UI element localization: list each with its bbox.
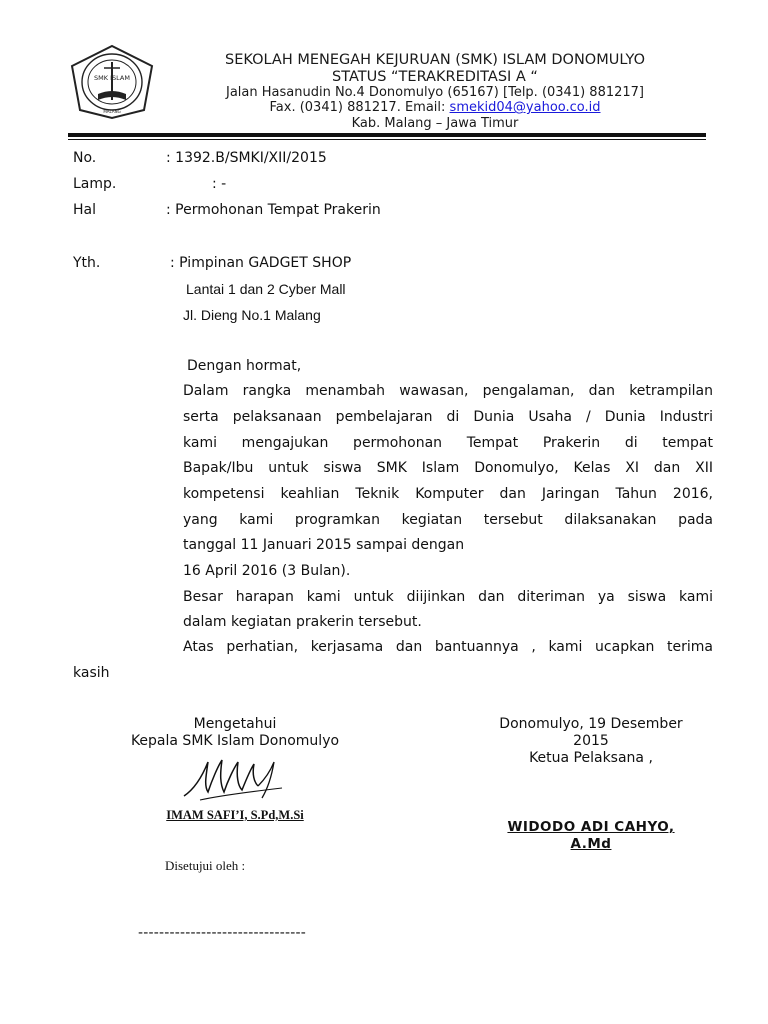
yth-label: Yth. xyxy=(73,255,101,271)
recipient-floor: Lantai 1 dan 2 Cyber Mall xyxy=(186,281,346,297)
body-line: Dalam rangka menambah wawasan, pengalaman, dan ketrampilan xyxy=(183,383,713,399)
greeting: Dengan hormat, xyxy=(187,358,302,374)
logo-bottom-text: MALANG xyxy=(103,109,121,114)
body-line: Besar harapan kami untuk diijinkan dan diteriman ya siswa kami xyxy=(183,589,713,605)
hal-value: : Permohonan Tempat Prakerin xyxy=(166,202,381,218)
fax-text: Fax. (0341) 881217. Email: xyxy=(269,100,450,115)
no-value: : 1392.B/SMKI/XII/2015 xyxy=(166,150,327,166)
place-date-year: 2015 xyxy=(573,733,609,749)
school-address: Jalan Hasanudin No.4 Donomulyo (65167) [Telp. (0341) 881217] xyxy=(226,85,644,100)
body-line: dalam kegiatan prakerin tersebut. xyxy=(183,614,422,630)
region: Kab. Malang – Jawa Timur xyxy=(351,116,519,131)
body-line: kasih xyxy=(73,665,110,681)
header-rule-thick xyxy=(68,133,706,137)
hal-label: Hal xyxy=(73,202,96,218)
lamp-value: : - xyxy=(212,176,227,192)
body-line: serta pelaksanaan pembelajaran di Dunia Usaha / Dunia Industri xyxy=(183,409,713,425)
left-sign-title: Mengetahui xyxy=(193,716,277,732)
no-label: No. xyxy=(73,150,97,166)
body-line-last: tanggal 11 Januari 2015 sampai dengan xyxy=(183,537,465,553)
logo-text: SMK ISLAM xyxy=(94,74,130,82)
period-dates: 16 April 2016 (3 Bulan). xyxy=(183,563,351,579)
header-rule-thin xyxy=(68,139,706,140)
body-line: yang kami programkan kegiatan tersebut dilaksanakan pada xyxy=(183,512,713,528)
body-line: Atas perhatian, kerjasama dan bantuannya , kami ucapkan terima xyxy=(183,639,713,655)
left-sign-position: Kepala SMK Islam Donomulyo xyxy=(130,733,340,749)
body-line: kompetensi keahlian Teknik Komputer dan Jaringan Tahun 2016, xyxy=(183,486,713,502)
signature-placeholder-line: -------------------------------- xyxy=(138,925,307,941)
accreditation-status: STATUS “TERAKREDITASI A “ xyxy=(332,69,538,85)
yth-value: : Pimpinan GADGET SHOP xyxy=(170,255,352,271)
school-logo xyxy=(68,44,156,120)
lamp-label: Lamp. xyxy=(73,176,117,192)
principal-name: IMAM SAFI’I, S.Pd,M.Si xyxy=(166,808,304,822)
signature-image xyxy=(178,752,288,808)
email-link[interactable]: smekid04@yahoo.co.id xyxy=(449,100,601,115)
body-line: kami mengajukan permohonan Tempat Prakerin di tempat xyxy=(183,435,713,451)
chairman-degree: A.Md xyxy=(570,836,612,852)
right-sign-title: Ketua Pelaksana , xyxy=(529,750,653,766)
chairman-name: WIDODO ADI CAHYO, xyxy=(507,819,675,835)
body-line: Bapak/Ibu untuk siswa SMK Islam Donomulyo, Kelas XI dan XII xyxy=(183,460,713,476)
fax-email-line xyxy=(180,100,690,115)
recipient-street: Jl. Dieng No.1 Malang xyxy=(183,307,321,323)
approved-by-label: Disetujui oleh : xyxy=(165,858,246,873)
school-name: SEKOLAH MENEGAH KEJURUAN (SMK) ISLAM DONOMULYO xyxy=(225,52,645,68)
place-date: Donomulyo, 19 Desember xyxy=(499,716,683,732)
